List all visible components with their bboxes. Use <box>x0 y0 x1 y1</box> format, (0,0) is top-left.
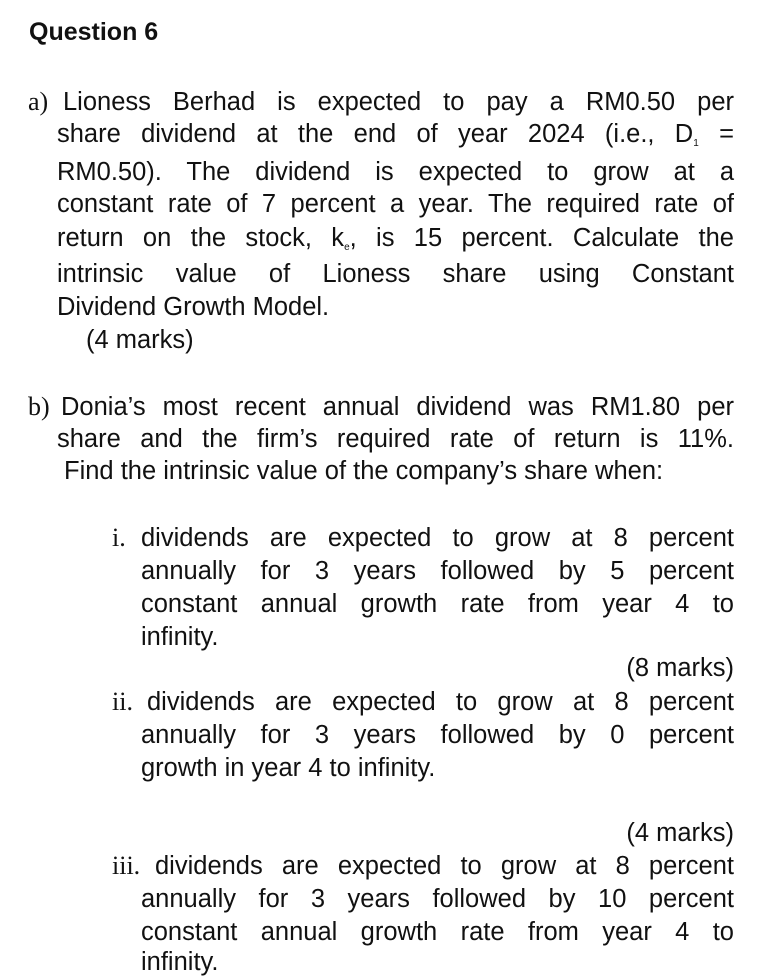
sub-item-iii-text-2: annually for 3 years followed by 10 percent <box>141 885 734 913</box>
part-a-text-7: Dividend Growth Model. <box>57 293 330 321</box>
part-b-line-1 <box>28 390 734 424</box>
part-a-marker: a) <box>28 87 49 116</box>
sub-item-ii-text-2: annually for 3 years followed by 0 percent <box>141 721 734 749</box>
sub-item-i-text-2: annually for 3 years followed by 5 percent <box>141 557 734 585</box>
part-b-text-2: share and the firm’s required rate of return is 11%. <box>57 425 734 453</box>
sub-item-iii-text-4: infinity. <box>141 948 219 976</box>
sub-item-iii-text-3: constant annual growth rate from year 4 to <box>141 918 734 946</box>
sub-item-i-text-3: constant annual growth rate from year 4 to <box>141 590 734 618</box>
sub-item-ii-marker: ii. <box>112 687 133 716</box>
part-a-marks: (4 marks) <box>86 326 194 354</box>
sub-item-i-marks: (8 marks) <box>626 654 734 682</box>
sub-item-ii-text-1: dividends are expected to grow at 8 percent <box>147 688 734 716</box>
part-b-marker: b) <box>28 392 50 421</box>
sub-item-iii-marker: iii. <box>112 851 141 880</box>
sub-item-ii-marks: (4 marks) <box>626 819 734 847</box>
d-subscript: 1 <box>693 138 699 149</box>
part-a-text-2: share dividend at the end of year 2024 (i.e., D <box>57 120 694 148</box>
question-title: Question 6 <box>29 18 159 46</box>
sub-item-i-text-4: infinity. <box>141 623 219 651</box>
part-a-text-6: intrinsic value of Lioness share using Constant <box>57 260 734 288</box>
sub-item-i-marker: i. <box>112 523 126 552</box>
part-a-text-1: Lioness Berhad is expected to pay a RM0.50 per <box>63 88 734 116</box>
d-equals: = <box>719 120 734 148</box>
part-a-text-5: return on the stock, k <box>57 224 345 252</box>
sub-item-ii-text-3: growth in year 4 to infinity. <box>141 754 436 782</box>
sub-item-i-line-1 <box>112 521 734 555</box>
part-a-text-4: constant rate of 7 percent a year. The required rate of <box>57 190 734 218</box>
sub-item-iii-line-1 <box>112 849 734 883</box>
part-b-text-1: Donia’s most recent annual dividend was RM1.80 per <box>61 393 734 421</box>
k-subscript: e <box>344 242 350 253</box>
part-a-text-3: RM0.50). The dividend is expected to grow at a <box>57 158 734 186</box>
k-rest: , is 15 percent. Calculate the <box>349 224 734 252</box>
sub-item-i-text-1: dividends are expected to grow at 8 percent <box>141 524 734 552</box>
sub-item-iii-text-1: dividends are expected to grow at 8 percent <box>155 852 734 880</box>
part-a-line-1 <box>28 85 734 119</box>
sub-item-ii-line-1 <box>112 685 734 719</box>
part-b-text-3: Find the intrinsic value of the company’s share when: <box>64 457 664 485</box>
